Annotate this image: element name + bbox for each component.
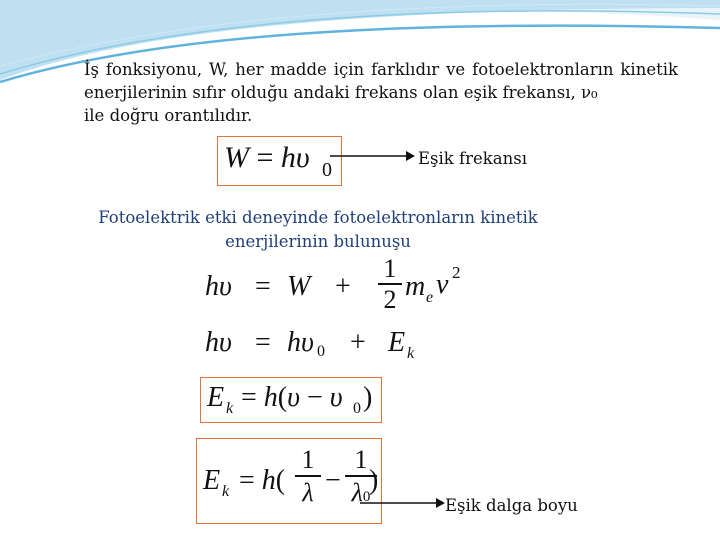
subheading-line-1: Fotoelektrik etki deneyinde fotoelektronların kinetik [98, 208, 538, 227]
arrow-to-threshold-frequency [330, 150, 415, 162]
intro-paragraph [84, 58, 678, 127]
work-function-equation: W = hυ 0 [217, 136, 342, 186]
intro-line-2: kinetik enerjilerinin sıfır olduğu andaki frekans olan eşik frekansı, ν₀ [84, 60, 678, 102]
energy-balance-equation-2: hυ = hυ 0 + E k [205, 327, 415, 362]
intro-line-3: ile doğru orantılıdır. [84, 106, 253, 125]
threshold-wavelength-label: Eşik dalga boyu [445, 496, 578, 515]
kinetic-energy-wavelength-equation: E k = h( 1 λ − 1 λ0 ) [196, 438, 382, 524]
arrow-to-threshold-wavelength [360, 497, 445, 509]
kinetic-energy-frequency-equation: E k = h(υ − υ 0 ) [200, 377, 382, 423]
energy-balance-equation: hυ = W + 1 2 m e ν 2 [205, 254, 461, 314]
section-subheading [88, 206, 548, 254]
threshold-frequency-label: Eşik frekansı [418, 149, 527, 168]
subheading-line-2: enerjilerinin bulunuşu [225, 232, 411, 251]
intro-line-1: İş fonksiyonu, W, her madde için farklıdır ve fotoelektronların [84, 60, 614, 79]
